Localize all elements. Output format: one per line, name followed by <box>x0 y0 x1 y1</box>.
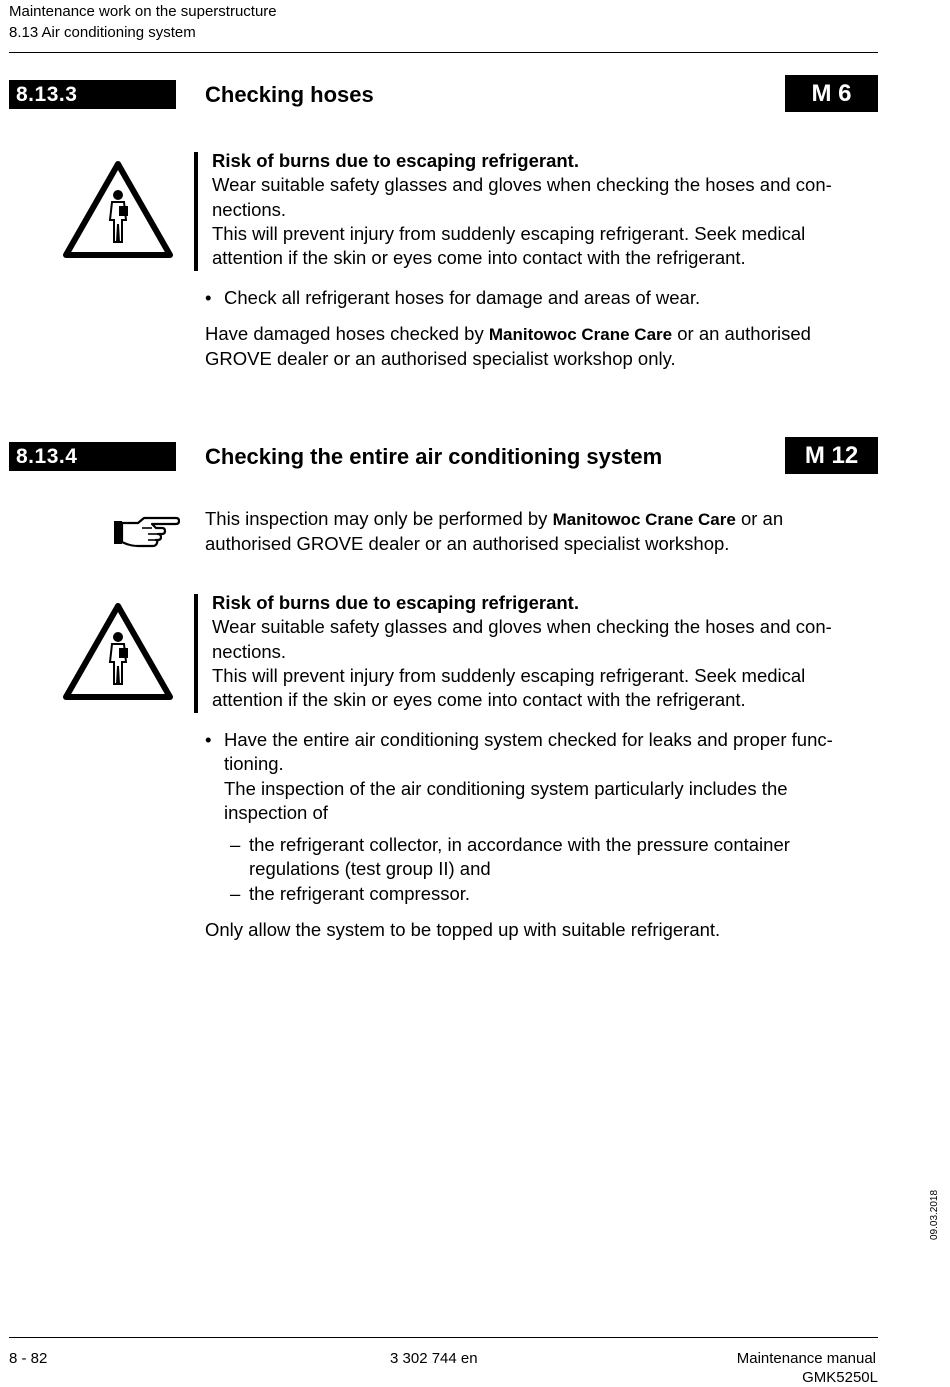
warning-bar <box>194 594 198 713</box>
warning-text <box>212 591 832 712</box>
warning-line: This will prevent injury from suddenly escaping refrigerant. Seek medical <box>212 664 806 686</box>
note-text-part: or an authorised <box>672 323 811 344</box>
warning-line: nections. <box>212 198 287 220</box>
bullet-line: inspection of <box>224 801 328 823</box>
section-title: Checking hoses <box>205 82 374 107</box>
section-number: 8.13.4 <box>9 442 176 471</box>
hint-text-line: authorised GROVE dealer or an authorised specialist workshop. <box>205 533 730 555</box>
warning-line: This will prevent injury from suddenly escaping refrigerant. Seek medical <box>212 222 806 244</box>
hint-text <box>205 507 783 557</box>
print-date: 09.03.2018 <box>929 1189 940 1240</box>
header-chapter: Maintenance work on the superstructure <box>9 3 277 20</box>
warning-triangle-icon <box>60 600 176 702</box>
note-text-line: GROVE dealer or an authorised specialist workshop only. <box>205 348 676 370</box>
dash-line: the refrigerant collector, in accordance with the pressure container <box>249 834 790 855</box>
model-name: GMK5250L <box>802 1369 878 1386</box>
pointing-hand-icon <box>112 514 180 550</box>
warning-line: Wear suitable safety glasses and gloves when checking the hoses and con- <box>212 616 832 638</box>
bullet-icon: • <box>205 287 212 308</box>
warning-bar <box>194 152 198 271</box>
section-title: Checking the entire air conditioning system <box>205 444 663 469</box>
bullet-line: The inspection of the air conditioning system particularly includes the <box>224 777 788 799</box>
warning-line: Wear suitable safety glasses and gloves when checking the hoses and con- <box>212 174 832 196</box>
warning-line: nections. <box>212 640 287 662</box>
dash-icon: – <box>230 834 241 855</box>
interval-badge: M 12 <box>785 437 878 474</box>
page-number: 8 - 82 <box>9 1350 48 1367</box>
dash-item: the refrigerant compressor. <box>249 883 471 904</box>
bullet-line: tioning. <box>224 753 284 775</box>
bullet-line: Have the entire air conditioning system checked for leaks and proper func- <box>224 729 833 750</box>
bullet-icon: • <box>205 729 212 750</box>
header-section: 8.13 Air conditioning system <box>9 24 196 41</box>
footer-rule <box>9 1337 878 1338</box>
note-text <box>205 322 811 372</box>
header-rule <box>9 52 878 53</box>
warning-text <box>212 149 832 270</box>
brand-name: Manitowoc Crane Care <box>552 510 736 529</box>
doc-number: 3 302 744 en <box>390 1350 478 1367</box>
dash-line: regulations (test group II) and <box>249 858 491 880</box>
dash-icon: – <box>230 883 241 904</box>
bullet-text: Check all refrigerant hoses for damage and areas of wear. <box>224 287 701 308</box>
warning-line: attention if the skin or eyes come into contact with the refrigerant. <box>212 247 746 269</box>
manual-title: Maintenance manual <box>736 1350 876 1367</box>
brand-name: Manitowoc Crane Care <box>488 325 673 344</box>
warning-heading: Risk of burns due to escaping refrigerant. <box>212 150 579 171</box>
warning-heading: Risk of burns due to escaping refrigerant. <box>212 592 579 613</box>
interval-badge: M 6 <box>785 75 878 112</box>
hint-text-part: This inspection may only be performed by <box>205 508 553 529</box>
closing-text: Only allow the system to be topped up with suitable refrigerant. <box>205 919 721 940</box>
note-text-part: Have damaged hoses checked by <box>205 323 489 344</box>
warning-triangle-icon <box>60 158 176 260</box>
section-number: 8.13.3 <box>9 80 176 109</box>
hint-text-part: or an <box>735 508 784 529</box>
warning-line: attention if the skin or eyes come into contact with the refrigerant. <box>212 689 746 711</box>
bullet-text <box>224 728 833 825</box>
dash-item <box>249 833 790 882</box>
